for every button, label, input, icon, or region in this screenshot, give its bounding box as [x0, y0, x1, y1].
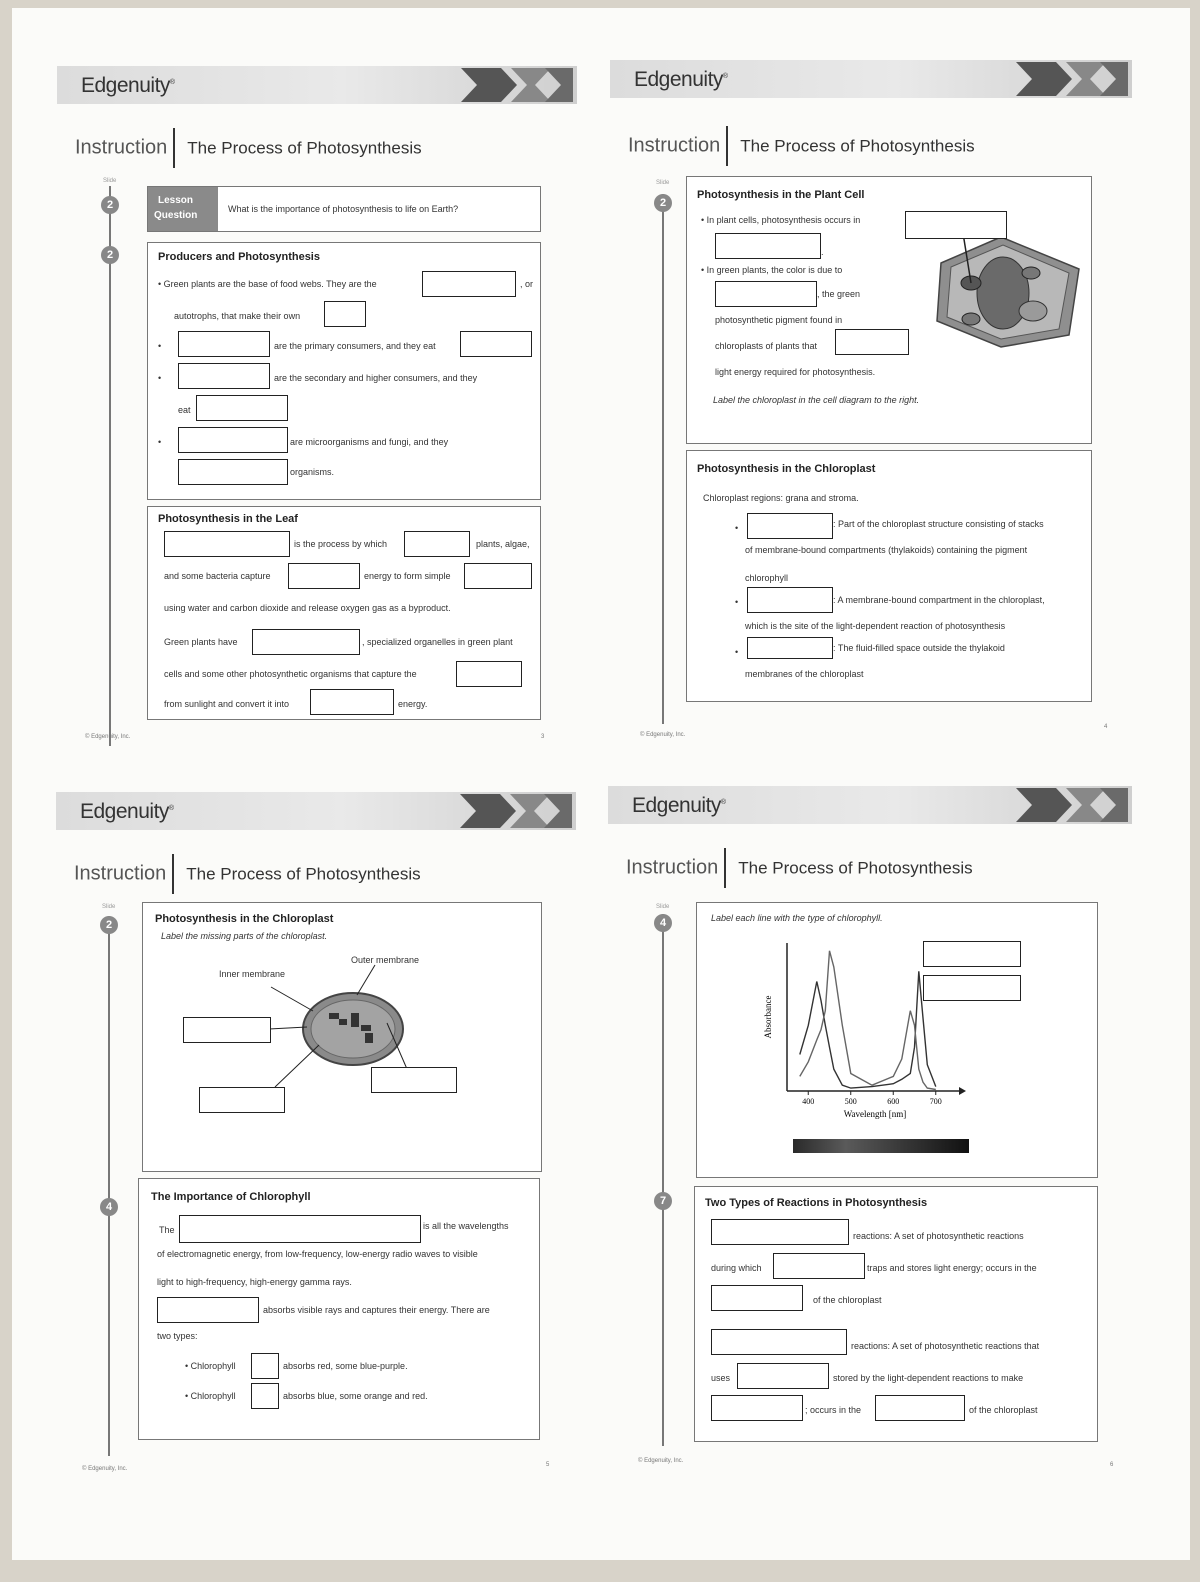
text-line: traps and stores light energy; occurs in the: [867, 1263, 1037, 1273]
answer-box[interactable]: [747, 637, 833, 659]
answer-box[interactable]: [711, 1285, 803, 1311]
chloroplast-regions-panel: [686, 450, 1092, 702]
slide-badge: 2: [101, 196, 119, 214]
text-line: are the primary consumers, and they eat: [274, 341, 436, 351]
text-line: chlorophyll: [745, 573, 789, 583]
answer-box[interactable]: [183, 1017, 271, 1043]
text-line: are the secondary and higher consumers, and they: [274, 373, 478, 383]
text-line: : The fluid-filled space outside the thylakoid: [833, 643, 1005, 653]
answer-box[interactable]: [179, 1215, 421, 1243]
text-line: two types:: [157, 1331, 198, 1341]
importance-panel: [138, 1178, 540, 1440]
text-line: which is the site of the light-dependent reaction of photosynthesis: [745, 621, 1006, 631]
footer: © Edgenuity, Inc.: [640, 732, 686, 738]
worksheet-photo: [12, 8, 1190, 1560]
timeline-rail: [662, 194, 664, 724]
bullet: •: [735, 647, 739, 657]
x-tick-label: 400: [802, 1097, 815, 1106]
panel-title: The Importance of Chlorophyll: [151, 1191, 311, 1203]
header-bar: [57, 66, 577, 104]
x-axis-label: Wavelength [nm]: [843, 1109, 907, 1119]
text-line: , or: [520, 279, 534, 289]
text-line: , specialized organelles in green plant: [362, 637, 513, 647]
text-line: light energy required for photosynthesis.: [715, 367, 876, 377]
answer-box[interactable]: [923, 941, 1021, 967]
text-line: ; occurs in the: [805, 1405, 862, 1415]
title-bar: [74, 854, 421, 894]
text-line: membranes of the chloroplast: [745, 669, 864, 679]
timeline-rail: [109, 186, 111, 746]
slide-badge: 2: [654, 194, 672, 212]
diagram-label-box[interactable]: [905, 211, 1007, 239]
x-tick-label: 500: [844, 1097, 857, 1106]
text-line: reactions: A set of photosynthetic reactions that: [851, 1341, 1040, 1351]
text-line: • Chlorophyll: [185, 1361, 236, 1371]
text-line: of electromagnetic energy, from low-frequency, low-energy radio waves to visible: [157, 1249, 478, 1259]
instruction-note: Label each line with the type of chlorophyll.: [711, 913, 883, 923]
diagram-label: Inner membrane: [219, 969, 286, 979]
text-line: reactions: A set of photosynthetic reactions: [853, 1231, 1024, 1241]
answer-box[interactable]: [715, 281, 817, 307]
x-tick-label: 700: [929, 1097, 942, 1106]
chloroplast-diagram-panel: [142, 902, 542, 1172]
text-line: organisms.: [290, 467, 335, 477]
page-number: 4: [1104, 724, 1108, 730]
topic-title: The Process of Photosynthesis: [187, 138, 422, 158]
answer-box[interactable]: [324, 301, 366, 327]
brand-logo: Edgenuity®: [81, 74, 175, 97]
tag-line: Lesson: [158, 195, 194, 206]
panel-title: Photosynthesis in the Plant Cell: [697, 189, 865, 201]
answer-box[interactable]: [178, 331, 270, 357]
text-line: absorbs blue, some orange and red.: [283, 1391, 428, 1401]
text-line: using water and carbon dioxide and release oxygen gas as a byproduct.: [164, 603, 451, 613]
text-line: cells and some other photosynthetic organisms that capture the: [164, 669, 417, 679]
text-line: : Part of the chloroplast structure consisting of stacks: [833, 519, 1044, 529]
answer-box[interactable]: [464, 563, 532, 589]
text-line: light to high-frequency, high-energy gamma rays.: [157, 1277, 352, 1287]
answer-box[interactable]: [747, 513, 833, 539]
page-6: [608, 786, 1148, 1486]
answer-box[interactable]: [422, 271, 516, 297]
text-line: energy.: [398, 699, 428, 709]
text-line: plants, algae,: [476, 539, 530, 549]
chevron-logo-icon: [1016, 788, 1128, 822]
lesson-question-text: What is the importance of photosynthesis to life on Earth?: [228, 204, 459, 214]
answer-box[interactable]: [178, 363, 270, 389]
plant-cell-diagram: [931, 233, 1081, 349]
text-line: photosynthetic pigment found in: [715, 315, 843, 325]
answer-box[interactable]: [711, 1395, 803, 1421]
visible-spectrum-bar: [793, 1139, 969, 1153]
panel-title: Producers and Photosynthesis: [158, 251, 320, 263]
text-line: Green plants have: [164, 637, 238, 647]
text-line: energy to form simple: [364, 571, 451, 581]
y-axis-label: Absorbance: [763, 995, 773, 1039]
text-line: chloroplasts of plants that: [715, 341, 818, 351]
brand-logo: Edgenuity®: [632, 794, 726, 817]
instruction-note: Label the chloroplast in the cell diagram to the right.: [713, 395, 920, 405]
answer-box[interactable]: [456, 661, 522, 687]
answer-box[interactable]: [199, 1087, 285, 1113]
page-3: [57, 66, 597, 756]
leaf-panel: [147, 506, 541, 720]
footer: © Edgenuity, Inc.: [638, 1458, 684, 1464]
text-line: , the green: [817, 289, 861, 299]
chevron-logo-icon: [461, 68, 573, 102]
text-line: • Green plants are the base of food webs. They are the: [158, 279, 377, 289]
slide-badge: 2: [100, 916, 118, 934]
answer-box[interactable]: [157, 1297, 259, 1323]
header-bar: [610, 60, 1132, 98]
text-line: is all the wavelengths: [423, 1221, 509, 1231]
text-line: autotrophs, that make their own: [174, 311, 301, 321]
header-bar: [608, 786, 1132, 824]
text-line: during which: [711, 1263, 762, 1273]
bullet: •: [735, 597, 739, 607]
text-line: eat: [178, 405, 191, 415]
topic-title: The Process of Photosynthesis: [738, 858, 973, 878]
topic-title: The Process of Photosynthesis: [186, 864, 421, 884]
panel-title: Photosynthesis in the Leaf: [158, 513, 298, 525]
slide-badge: 4: [654, 914, 672, 932]
panel-title: Photosynthesis in the Chloroplast: [697, 463, 876, 475]
text-line: are microorganisms and fungi, and they: [290, 437, 449, 447]
answer-box[interactable]: [711, 1329, 847, 1355]
footer: © Edgenuity, Inc.: [85, 734, 131, 740]
text-line: : A membrane-bound compartment in the chloroplast,: [833, 595, 1045, 605]
section-label: Instruction: [75, 136, 168, 159]
topic-title: The Process of Photosynthesis: [740, 136, 975, 156]
text-line: of the chloroplast: [813, 1295, 882, 1305]
section-label: Instruction: [626, 856, 719, 879]
text-line: from sunlight and convert it into: [164, 699, 290, 709]
answer-box[interactable]: [178, 459, 288, 485]
page-number: 6: [1110, 1462, 1114, 1468]
answer-box[interactable]: [737, 1363, 829, 1389]
plant-cell-panel: [686, 176, 1092, 444]
text-line: • In green plants, the color is due to: [701, 265, 843, 275]
slide-label: Slide: [102, 904, 116, 910]
answer-box[interactable]: [923, 975, 1021, 1001]
text-line: of the chloroplast: [969, 1405, 1038, 1415]
slide-label: Slide: [656, 904, 670, 910]
answer-box[interactable]: [711, 1219, 849, 1245]
title-bar: [626, 848, 973, 888]
text-line: and some bacteria capture: [164, 571, 271, 581]
text-line: of membrane-bound compartments (thylakoids) containing the pigment: [745, 545, 1028, 555]
answer-box[interactable]: [715, 233, 821, 259]
section-label: Instruction: [628, 134, 721, 157]
text-line: • Chlorophyll: [185, 1391, 236, 1401]
lesson-question-panel: [147, 186, 541, 232]
answer-box[interactable]: [251, 1353, 279, 1379]
footer: © Edgenuity, Inc.: [82, 1466, 128, 1472]
x-tick-label: 600: [887, 1097, 900, 1106]
producers-panel: [147, 242, 541, 500]
bullet: •: [158, 341, 162, 351]
answer-box[interactable]: [252, 629, 360, 655]
bullet: •: [158, 437, 162, 447]
text-line: uses: [711, 1373, 731, 1383]
tag-line: Question: [154, 210, 198, 221]
answer-box[interactable]: [747, 587, 833, 613]
instruction-note: Label the missing parts of the chloroplast.: [161, 931, 328, 941]
slide-badge: 7: [654, 1192, 672, 1210]
page-5: [56, 792, 596, 1492]
page-4: [610, 60, 1150, 750]
brand-logo: Edgenuity®: [634, 68, 728, 91]
answer-box[interactable]: [196, 395, 288, 421]
text-line: • In plant cells, photosynthesis occurs in: [701, 215, 861, 225]
chevron-logo-icon: [460, 794, 572, 828]
chevron-logo-icon: [1016, 62, 1128, 96]
bullet: •: [735, 523, 739, 533]
section-label: Instruction: [74, 862, 167, 885]
x-axis-arrow-icon: [959, 1087, 966, 1095]
brand-logo: Edgenuity®: [80, 800, 174, 823]
answer-box[interactable]: [288, 563, 360, 589]
answer-box[interactable]: [164, 531, 290, 557]
text-line: absorbs visible rays and captures their energy. There are: [263, 1305, 490, 1315]
text-line: .: [821, 247, 824, 257]
title-bar: [75, 128, 422, 168]
answer-box[interactable]: [460, 331, 532, 357]
panel-title: Two Types of Reactions in Photosynthesis: [705, 1197, 928, 1209]
text-line: stored by the light-dependent reactions to make: [833, 1373, 1024, 1383]
bullet: •: [158, 373, 162, 383]
absorption-graph-panel: [696, 902, 1098, 1178]
title-bar: [628, 126, 975, 166]
slide-badge: 4: [100, 1198, 118, 1216]
slide-label: Slide: [656, 180, 670, 186]
header-bar: [56, 792, 576, 830]
timeline-rail: [108, 916, 110, 1456]
panel-title: Photosynthesis in the Chloroplast: [155, 913, 334, 925]
answer-box[interactable]: [835, 329, 909, 355]
slide-label: Slide: [103, 178, 117, 184]
answer-box[interactable]: [404, 531, 470, 557]
answer-box[interactable]: [251, 1383, 279, 1409]
answer-box[interactable]: [875, 1395, 965, 1421]
answer-box[interactable]: [371, 1067, 457, 1093]
answer-box[interactable]: [310, 689, 394, 715]
answer-box[interactable]: [178, 427, 288, 453]
text-line: is the process by which: [294, 539, 388, 549]
text-line: The: [159, 1225, 175, 1235]
text-line: Chloroplast regions: grana and stroma.: [703, 493, 859, 503]
reactions-panel: [694, 1186, 1098, 1442]
page-number: 3: [541, 734, 545, 740]
text-line: absorbs red, some blue-purple.: [283, 1361, 408, 1371]
diagram-label: Outer membrane: [351, 955, 420, 965]
slide-badge: 2: [101, 246, 119, 264]
page-number: 5: [546, 1462, 550, 1468]
timeline-rail: [662, 914, 664, 1446]
answer-box[interactable]: [773, 1253, 865, 1279]
lesson-question-tag: [148, 187, 218, 231]
